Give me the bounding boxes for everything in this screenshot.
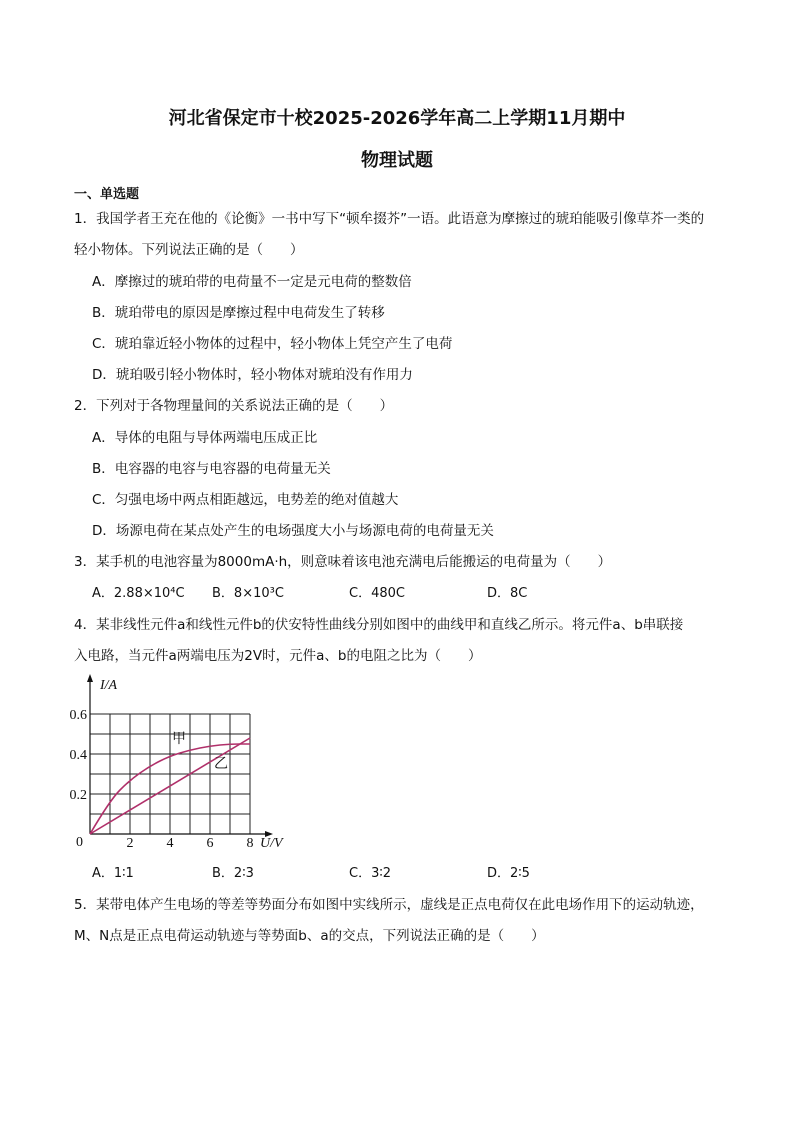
y-tick-label: 0.4 [70, 748, 87, 763]
series-label-jia: 甲 [172, 732, 186, 747]
chart-axes [87, 674, 273, 837]
question-3-line-1: 3．某手机的电池容量为8000mA·h，则意味着该电池充满电后能搬运的电荷量为（ ） [74, 554, 612, 570]
y-tick-label: 0.6 [70, 708, 87, 723]
question-3-option-c: C．480C [349, 586, 405, 601]
exam-title: 河北省保定市十校2025-2026学年高二上学期11月期中 [168, 108, 626, 129]
question-5-line-2: M、N点是正点电荷运动轨迹与等势面b、a的交点，下列说法正确的是（ ） [74, 928, 545, 944]
question-5-line-1: 5．某带电体产生电场的等差等势面分布如图中实线所示，虚线是正点电荷仅在此电场作用下的运动轨迹， [74, 897, 704, 913]
question-1-option-c: C．琥珀靠近轻小物体的过程中，轻小物体上凭空产生了电荷 [92, 336, 453, 352]
section-heading: 一、单选题 [74, 187, 140, 202]
y-axis-label: I/A [100, 678, 118, 693]
question-2-option-d: D．场源电荷在某点处产生的电场强度大小与场源电荷的电荷量无关 [92, 523, 494, 539]
question-4-option-b: B．2∶3 [212, 866, 254, 881]
question-3-option-d: D．8C [487, 586, 528, 601]
y-axis-arrow [87, 674, 93, 682]
chart-labels [70, 678, 284, 851]
x-tick-label: 4 [166, 836, 174, 851]
question-4-line-2: 入电路，当元件a两端电压为2V时，元件a、b的电阻之比为（ ） [74, 648, 482, 664]
question-1-option-a: A．摩擦过的琥珀带的电荷量不一定是元电荷的整数倍 [92, 274, 412, 290]
exam-subtitle: 物理试题 [361, 150, 433, 171]
question-1-line-2: 轻小物体。下列说法正确的是（ ） [74, 242, 304, 258]
y-tick-label: 0.2 [70, 788, 87, 803]
question-2-option-b: B．电容器的电容与电容器的电荷量无关 [92, 461, 331, 477]
question-4-option-d: D．2∶5 [487, 866, 530, 881]
question-1-line-1: 1．我国学者王充在他的《论衡》一书中写下“顿牟掇芥”一语。此语意为摩擦过的琥珀能吸引像草芥一类的 [74, 211, 705, 227]
question-3-option-a: A．2.88×10⁴C [92, 586, 185, 601]
x-axis-label: U/V [260, 836, 283, 851]
question-2-option-c: C．匀强电场中两点相距越远，电势差的绝对值越大 [92, 492, 399, 508]
iv-characteristic-graph [70, 672, 300, 854]
x-tick-label: 2 [126, 836, 134, 851]
chart-grid [90, 714, 250, 834]
question-2-line-1: 2．下列对于各物理量间的关系说法正确的是（ ） [74, 398, 394, 414]
question-3-option-b: B．8×10³C [212, 586, 284, 601]
question-1-option-d: D．琥珀吸引轻小物体时，轻小物体对琥珀没有作用力 [92, 367, 413, 383]
origin-tick-label: 0 [76, 835, 83, 850]
question-1-option-b: B．琥珀带电的原因是摩擦过程中电荷发生了转移 [92, 305, 385, 321]
question-4-option-c: C．3∶2 [349, 866, 392, 881]
x-tick-label: 8 [246, 836, 254, 851]
x-tick-label: 6 [206, 836, 214, 851]
series-label-yi: 乙 [214, 757, 228, 772]
question-4-line-1: 4．某非线性元件a和线性元件b的伏安特性曲线分别如图中的曲线甲和直线乙所示。将元件a、b串联接 [74, 617, 684, 633]
question-2-option-a: A．导体的电阻与导体两端电压成正比 [92, 430, 318, 446]
question-4-option-a: A．1∶1 [92, 866, 134, 881]
